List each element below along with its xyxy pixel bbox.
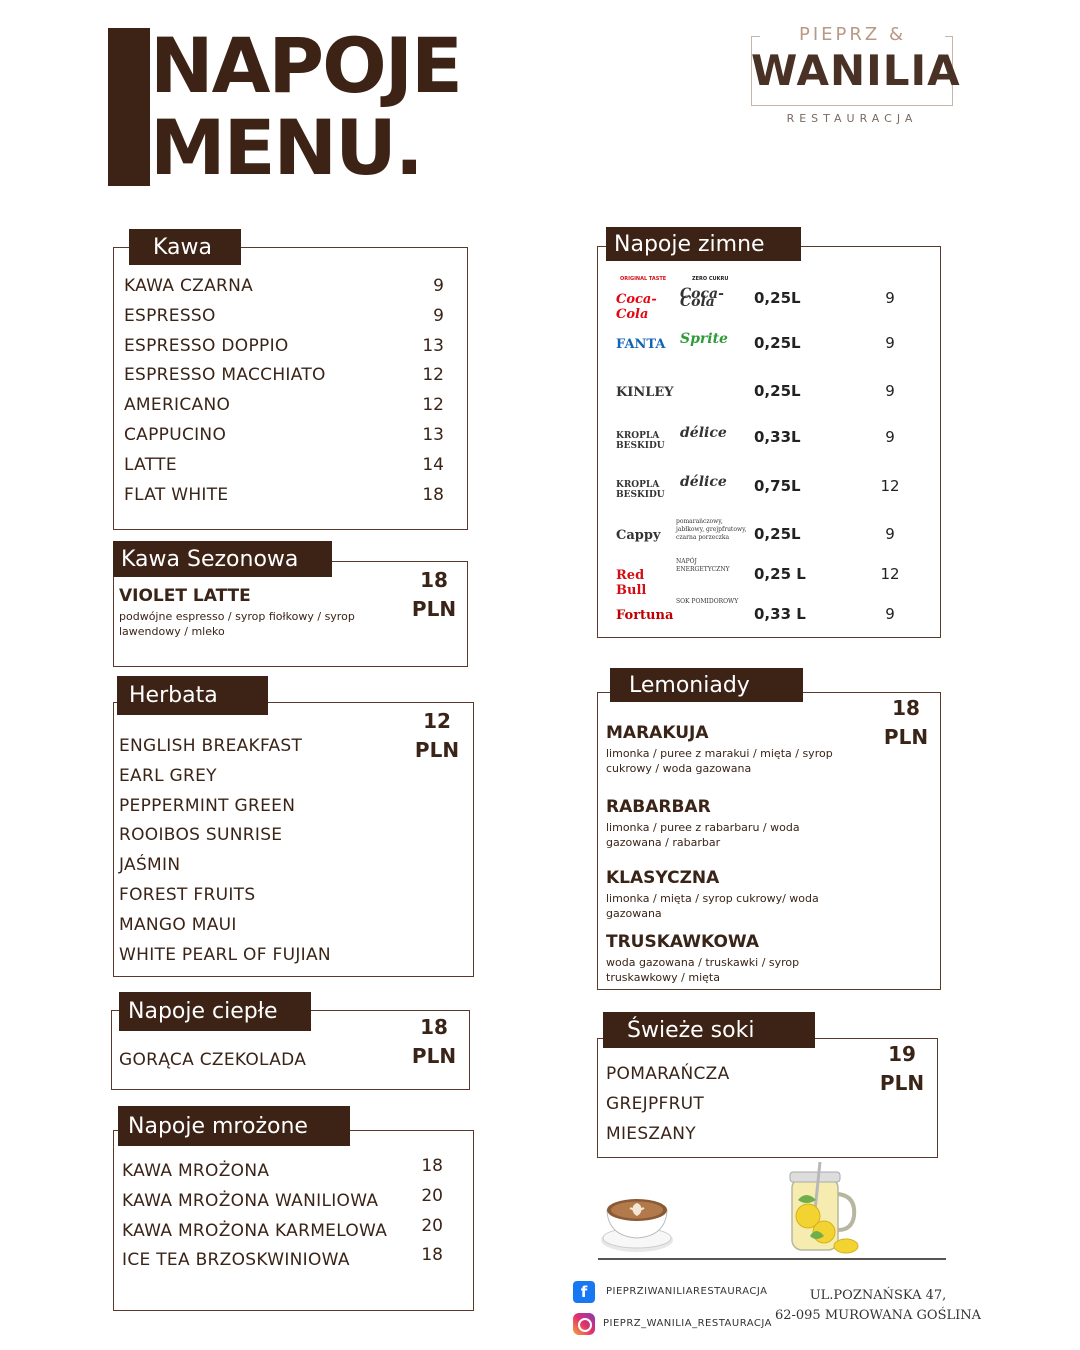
instagram-icon[interactable] [573,1313,595,1335]
soki-price [873,1040,931,1098]
herbata-price [408,707,466,765]
zimne-price: 9 [885,382,895,400]
lemoniady-price [877,694,935,752]
mrozone-item-price: 18 [421,1156,443,1176]
lemoniada-desc-1: woda gazowana / truskawki / syrop [606,956,800,969]
soki-item: GREJPFRUT [606,1093,705,1114]
herbata-item: MANGO MAUI [119,914,237,935]
zimne-brand-b-logo: SOK POMIDOROWY [676,598,739,605]
herbata-item: WHITE PEARL OF FUJIAN [119,944,331,965]
page-title-line2: MENU. [150,103,422,192]
zimne-brand-a-logo: KINLEY [616,385,674,400]
coffee-cup-icon [598,1186,676,1256]
mrozone-item-price: 20 [421,1215,443,1236]
zimne-volume: 0,33 L [754,605,806,623]
zimne-price: 9 [885,289,895,307]
lemoniada-desc-1: limonka / puree z marakui / mięta / syrop [606,747,833,760]
mrozone-item-name: KAWA MROŻONA WANILIOWA [122,1190,379,1211]
zimne-brand-a-logo: Fortuna [616,608,674,623]
logo-top-text: PIEPRZ & [760,24,945,45]
sezonowa-price [405,566,463,624]
zimne-volume: 0,33L [754,428,801,446]
ciepte-tab: Napoje ciepłe [119,992,311,1031]
zimne-brand-b-logo: NAPÓJ ENERGETYCZNY [676,558,730,573]
herbata-item: FOREST FRUITS [119,885,256,905]
sezonowa-item: VIOLET LATTE [119,586,251,606]
sezonowa-price-value: 18 [420,568,448,592]
mrozone-item-price: 18 [421,1245,443,1266]
kawa-item-name: FLAT WHITE [124,484,229,505]
address-line-2: 62-095 MUROWANA GOŚLINA [774,1308,982,1323]
kawa-item-price: 9 [433,305,444,326]
zimne-volume: 0,75L [754,477,801,495]
zimne-price: 9 [885,334,895,352]
logo-subtitle: RESTAURACJA [786,112,918,125]
lemoniada-desc-1: limonka / puree z rabarbaru / woda [606,821,800,834]
kawa-item-price: 9 [433,276,444,296]
zimne-price: 12 [880,477,900,495]
zimne-brand-b-logo: pomarańczowy, jabłkowy, grejpfrutowy, czarna porzeczka [676,518,747,541]
lemoniada-name: MARAKUJA [606,723,709,743]
ciepte-item: GORĄCA CZEKOLADA [119,1050,307,1070]
herbata-currency: PLN [414,738,460,762]
zimne-brand-b-logo: délice [680,425,727,441]
soki-price-value: 19 [888,1042,916,1066]
zimne-volume: 0,25L [754,289,801,307]
zimne-brand-b-note: ZERO CUKRU [692,276,729,282]
sezonowa-currency: PLN [411,597,457,621]
zimne-brand-b-logo: Sprite [680,331,728,347]
zimne-brand-a-logo: FANTA [616,337,666,352]
kawa-item-name: ESPRESSO [124,305,216,326]
mrozone-item-name: ICE TEA BRZOSKWINIOWA [122,1250,350,1271]
kawa-item-name: LATTE [124,454,177,475]
mrozone-item-name: KAWA MROŻONA [122,1161,270,1181]
kawa-item-name: KAWA CZARNA [124,276,254,296]
lemoniada-desc-2: gazowana / rabarbar [606,836,721,849]
address [770,1286,986,1326]
zimne-volume: 0,25L [754,382,801,400]
zimne-tab: Napoje zimne [606,227,801,261]
zimne-brand-b-logo: Coca-Cola [680,286,724,310]
zimne-price: 9 [885,428,895,446]
zimne-price: 12 [880,565,900,583]
sezonowa-tab: Kawa Sezonowa [113,541,332,577]
herbata-price-value: 12 [423,709,451,733]
zimne-volume: 0,25L [754,334,801,352]
page-title-line1: NAPOJE [150,21,461,110]
herbata-item: JAŚMIN [119,855,181,876]
facebook-handle[interactable]: PIEPRZIWANILIARESTAURACJA [606,1286,768,1297]
kawa-item-name: AMERICANO [124,395,231,416]
sezonowa-desc-1: podwójne espresso / syrop fiołkowy / syrop [119,610,355,623]
lemoniada-desc-2: gazowana [606,907,662,920]
sezonowa-desc-2: lawendowy / mleko [119,625,225,638]
lemoniady-tab: Lemoniady [610,668,803,702]
zimne-volume: 0,25L [754,525,801,543]
address-line-1: UL.POZNAŃSKA 47, [809,1288,947,1303]
kawa-item-price: 13 [422,335,444,356]
lemoniady-price-value: 18 [892,696,920,720]
lemoniada-desc-2: cukrowy / woda gazowana [606,762,752,775]
kawa-item-price: 18 [422,484,444,505]
lemonade-jar-icon [780,1160,862,1256]
kawa-item-price: 12 [422,365,444,386]
instagram-handle[interactable]: PIEPRZ_WANILIA_RESTAURACJA [603,1318,773,1329]
footer-divider [598,1258,946,1260]
kawa-tab: Kawa [129,229,241,265]
zimne-price: 9 [885,605,895,623]
zimne-brand-a-logo: Red Bull [616,568,647,598]
herbata-item: PEPPERMINT GREEN [119,795,296,816]
mrozone-item-name: KAWA MROŻONA KARMELOWA [122,1220,388,1241]
zimne-price: 9 [885,525,895,543]
zimne-brand-a-logo: Cappy [616,528,661,543]
zimne-brand-a-logo: KROPLA BESKIDU [616,480,665,500]
ciepte-price-value: 18 [420,1015,448,1039]
mrozone-item-price: 20 [421,1185,443,1206]
soki-currency: PLN [879,1071,925,1095]
lemoniada-name: KLASYCZNA [606,868,720,888]
zimne-volume: 0,25 L [754,565,806,583]
kawa-item-price: 12 [422,395,444,416]
logo-wordmark: WANILIA [751,46,961,95]
title-accent-bar [108,28,150,186]
herbata-item: ENGLISH BREAKFAST [119,736,303,756]
mrozone-tab: Napoje mrożone [118,1106,350,1146]
herbata-tab: Herbata [117,676,268,715]
herbata-item: ROOIBOS SUNRISE [119,825,283,846]
ciepte-currency: PLN [411,1044,457,1068]
zimne-brand-a-note: ORIGINAL TASTE [620,276,667,282]
lemoniada-name: TRUSKAWKOWA [606,932,760,952]
soki-tab: Świeże soki [603,1012,815,1048]
soki-item: POMARAŃCZA [606,1064,730,1084]
zimne-brand-a-logo: KROPLA BESKIDU [616,431,665,451]
facebook-icon[interactable]: f [573,1281,595,1303]
lemoniady-currency: PLN [883,725,929,749]
soki-item: MIESZANY [606,1123,696,1144]
lemoniada-desc-1: limonka / mięta / syrop cukrowy/ woda [606,892,819,905]
kawa-item-price: 13 [422,425,444,445]
kawa-item-price: 14 [422,454,444,475]
lemoniada-name: RABARBAR [606,797,711,817]
kawa-item-name: ESPRESSO DOPPIO [124,335,289,356]
zimne-brand-b-logo: délice [680,474,727,490]
kawa-item-name: ESPRESSO MACCHIATO [124,365,326,386]
kawa-item-name: CAPPUCINO [124,425,227,445]
ciepte-price [405,1013,463,1071]
zimne-brand-a-logo: Coca-Cola [616,292,657,322]
herbata-item: EARL GREY [119,765,217,786]
lemoniada-desc-2: truskawkowy / mięta [606,971,720,984]
